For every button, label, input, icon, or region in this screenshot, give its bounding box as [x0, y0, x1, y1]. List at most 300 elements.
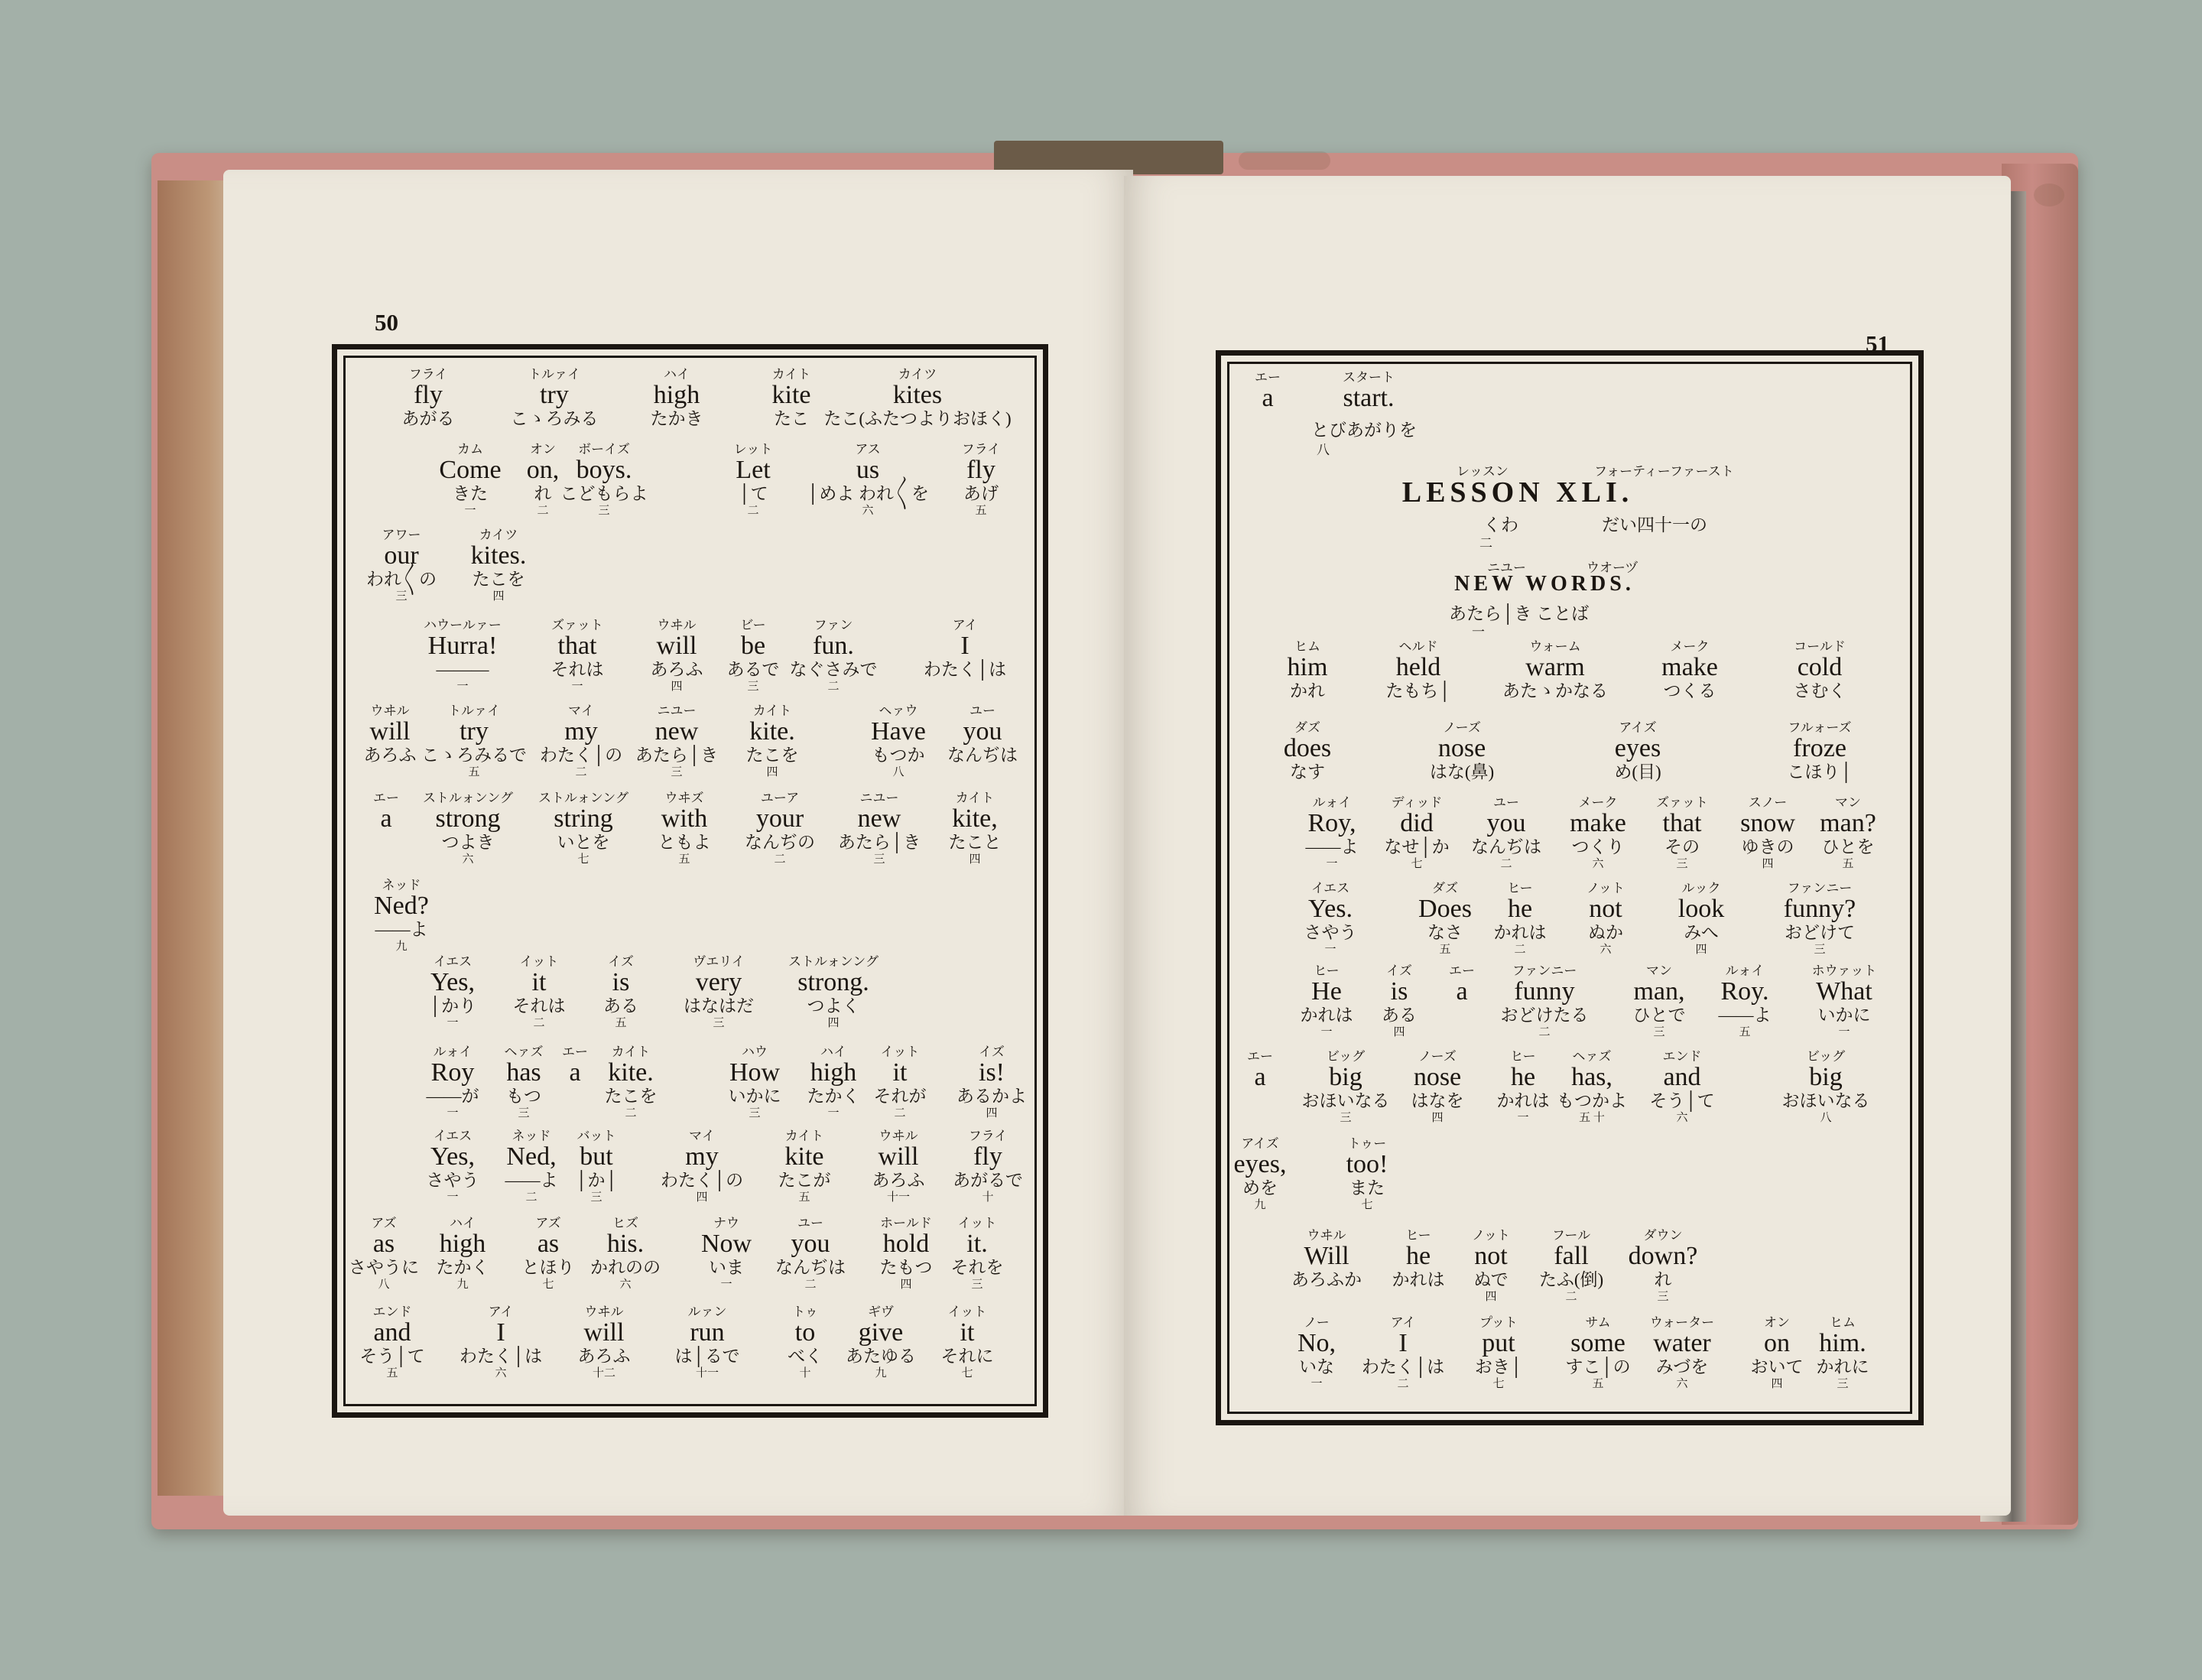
english-word: Roy, [1307, 809, 1356, 837]
english-word: kite [771, 381, 811, 409]
japanese-gloss: それを [950, 1258, 1004, 1277]
word-token [661, 1129, 743, 1204]
japanese-gloss: たこを [604, 1087, 658, 1106]
word-token [1502, 639, 1608, 702]
word-token [651, 367, 703, 430]
word-token [788, 1305, 823, 1379]
order-number: 三 [518, 1107, 530, 1119]
order-number: 三 [749, 1107, 761, 1119]
english-word: your [755, 804, 804, 833]
japanese-gloss: それが [873, 1087, 927, 1106]
japanese-gloss: めを [1242, 1178, 1278, 1197]
order-number: 四 [969, 853, 981, 866]
english-word: is [1390, 977, 1408, 1006]
furigana: ヒム [1830, 1315, 1856, 1330]
furigana: マイ [689, 1129, 715, 1143]
furigana: ユーア [760, 791, 800, 805]
word-token [807, 1045, 860, 1119]
word-token [1288, 639, 1328, 702]
furigana: ルォイ [433, 1045, 473, 1059]
japanese-gloss: おほいなる [1301, 1091, 1390, 1110]
furigana: ヒー [1507, 881, 1533, 895]
english-word: big [1329, 1063, 1362, 1091]
japanese-gloss: また [1349, 1178, 1385, 1197]
lesson-gloss-left: くわ [1483, 515, 1518, 535]
english-word: Now [700, 1230, 752, 1258]
english-word: Let [736, 456, 771, 484]
word-token [956, 1045, 1027, 1119]
word-token [651, 618, 703, 693]
english-word: Roy. [1720, 977, 1769, 1006]
english-word: Yes, [430, 1142, 475, 1171]
english-word: man? [1820, 809, 1876, 837]
furigana: フール [1551, 1228, 1591, 1243]
japanese-gloss: たふ(倒) [1538, 1270, 1604, 1289]
furigana: エー [1449, 963, 1475, 978]
order-number: 一 [1517, 1112, 1529, 1124]
japanese-gloss: れ [534, 484, 552, 503]
japanese-gloss: あがる [401, 409, 455, 428]
word-token [684, 954, 754, 1029]
order-number: 六 [1676, 1112, 1688, 1124]
furigana: イット [880, 1045, 920, 1059]
order-number: 三 [1814, 944, 1826, 956]
japanese-gloss: │めよ われ〳〵を [806, 484, 930, 503]
order-number: 一 [447, 1017, 459, 1029]
order-number: 五 [1439, 944, 1451, 956]
english-word: will [878, 1142, 919, 1171]
japanese-gloss: それに [940, 1347, 994, 1366]
order-number: 一 [1320, 1026, 1333, 1038]
japanese-gloss: あろふ [577, 1347, 631, 1366]
japanese-gloss: それは [550, 660, 604, 679]
word-token [578, 1305, 631, 1379]
word-token [1820, 795, 1876, 870]
order-number: 四 [1485, 1291, 1497, 1303]
japanese-gloss: みづを [1655, 1357, 1709, 1376]
english-word: strong. [797, 968, 869, 996]
order-number: 九 [456, 1279, 469, 1291]
english-word: try [460, 717, 489, 746]
order-number: 八 [892, 766, 905, 778]
word-token [1306, 795, 1359, 870]
japanese-gloss: きた [453, 484, 488, 503]
furigana: メーク [1670, 639, 1710, 654]
furigana: ナウ [713, 1216, 739, 1230]
word-token [1678, 881, 1724, 956]
english-word: a [1254, 1063, 1266, 1091]
furigana: ヒー [1510, 1049, 1536, 1064]
word-token [1539, 1228, 1603, 1303]
word-token [788, 954, 879, 1029]
word-token [949, 791, 1002, 866]
word-token [778, 1129, 831, 1204]
japanese-gloss: たかく [807, 1087, 860, 1106]
order-number: 七 [1411, 858, 1423, 870]
word-token [460, 1305, 542, 1379]
english-word: Hurra! [427, 632, 498, 660]
furigana: ヒー [1314, 963, 1340, 978]
word-token [846, 1305, 916, 1379]
japanese-gloss: あろふ [363, 746, 417, 765]
japanese-gloss: はなを [1411, 1091, 1464, 1110]
japanese-gloss: あがるで [953, 1171, 1023, 1190]
word-token [359, 1305, 424, 1379]
word-token [1740, 795, 1795, 870]
furigana: ルォイ [1312, 795, 1352, 810]
japanese-gloss: ある [603, 996, 638, 1015]
english-word: water [1653, 1329, 1711, 1357]
order-number: 三 [1340, 1112, 1352, 1124]
english-word: does [1283, 734, 1332, 762]
japanese-gloss: さやうに [349, 1258, 419, 1277]
furigana: ハイ [664, 367, 690, 382]
word-token [1570, 795, 1626, 870]
order-number: 八 [1317, 443, 1330, 457]
japanese-gloss: たこを [472, 570, 525, 589]
furigana: フライ [408, 367, 448, 382]
furigana: ノーズ [1418, 1049, 1457, 1064]
japanese-gloss: わたく│は [923, 660, 1007, 679]
furigana: ヒズ [612, 1216, 638, 1230]
word-token [1629, 1228, 1698, 1303]
order-number: 四 [671, 681, 683, 693]
order-number: 九 [875, 1367, 887, 1379]
english-word: you [1486, 809, 1526, 837]
order-number: 八 [1820, 1112, 1832, 1124]
english-word: that [557, 632, 597, 660]
word-token [513, 954, 566, 1029]
japanese-gloss: かれ [1290, 681, 1325, 700]
japanese-gloss: なせ│か [1384, 837, 1450, 856]
word-token [729, 1045, 781, 1119]
order-number: 二 [1397, 1378, 1409, 1390]
english-word: it [531, 968, 547, 996]
furigana: トルァイ [528, 367, 580, 382]
word-token [1418, 881, 1472, 956]
word-token [575, 1129, 618, 1204]
english-word: you [791, 1230, 830, 1258]
english-word: boys. [576, 456, 632, 484]
word-token [522, 1216, 575, 1291]
furigana: ノット [1587, 881, 1625, 895]
furigana: ユー [1493, 795, 1519, 810]
english-word: his. [606, 1230, 645, 1258]
order-number: 五 [386, 1367, 398, 1379]
furigana: ズァット [551, 618, 603, 632]
word-token [527, 442, 560, 517]
furigana: カイト [771, 367, 811, 382]
word-token [1656, 795, 1708, 870]
order-number: 一 [827, 1107, 840, 1119]
furigana: ストルォンング [538, 791, 628, 805]
word-token [1501, 963, 1589, 1038]
english-word: high [653, 381, 700, 409]
order-number: 六 [1676, 1378, 1688, 1390]
japanese-gloss: なぐさみで [789, 660, 878, 679]
furigana: イエス [1310, 881, 1350, 895]
order-number: 三 [873, 853, 885, 866]
english-word: that [1662, 809, 1702, 837]
furigana: エー [562, 1045, 588, 1059]
order-number: 二 [894, 1107, 906, 1119]
japanese-gloss: いな [1299, 1357, 1334, 1376]
english-word: will [656, 632, 697, 660]
furigana: ズァット [1656, 795, 1708, 810]
word-token [1392, 1228, 1445, 1291]
japanese-gloss: はなはだ [684, 996, 754, 1015]
order-number: 四 [1695, 944, 1707, 956]
english-word: run [690, 1318, 725, 1347]
furigana: ノーズ [1443, 720, 1481, 735]
word-token [540, 704, 622, 778]
furigana: プット [1479, 1315, 1518, 1330]
furigana: ヴエリイ [693, 954, 745, 969]
furigana: ダズ [1431, 881, 1458, 895]
furigana: ユー [797, 1216, 823, 1230]
word-token [603, 954, 638, 1029]
furigana: フルォーズ [1788, 720, 1852, 735]
japanese-gloss: なんぢは [947, 746, 1018, 765]
english-word: did [1400, 809, 1434, 837]
furigana: フライ [968, 1129, 1008, 1143]
order-number: 二 [625, 1107, 637, 1119]
word-token [745, 791, 815, 866]
english-word: funny [1514, 977, 1575, 1006]
english-word: high [810, 1058, 857, 1087]
order-number: 五 [1592, 1378, 1604, 1390]
word-token [674, 1305, 739, 1379]
order-number: 三 [971, 1279, 983, 1291]
furigana: ウヰル [879, 1129, 918, 1143]
furigana: マン [1834, 795, 1861, 810]
english-word: very [695, 968, 742, 996]
word-token [658, 791, 711, 866]
japanese-gloss: かれは [1300, 1006, 1353, 1025]
furigana: アイ [488, 1305, 514, 1319]
japanese-gloss: つよく [807, 996, 860, 1015]
order-number: 十 [799, 1367, 811, 1379]
english-word: make [1661, 653, 1718, 681]
word-token [439, 442, 501, 517]
order-number: 一 [571, 681, 583, 693]
word-token [1817, 1315, 1869, 1390]
furigana: ビッグ [1326, 1049, 1366, 1064]
japanese-gloss: もつか [872, 746, 925, 765]
japanese-gloss: われ〳〵の [366, 570, 437, 589]
word-token [402, 367, 455, 430]
english-word: it. [966, 1230, 988, 1258]
furigana: メーク [1578, 795, 1618, 810]
japanese-gloss: かれは [1496, 1091, 1550, 1110]
japanese-gloss: ——よ [1718, 1006, 1772, 1025]
furigana: ストルォンング [788, 954, 879, 969]
english-word: kite. [749, 717, 795, 746]
english-word: put [1482, 1329, 1515, 1357]
japanese-gloss: さむく [1793, 681, 1846, 700]
order-number: 五 [678, 853, 690, 866]
english-word: kites. [470, 541, 527, 570]
order-number: 五 十 [1579, 1112, 1605, 1124]
furigana: カム [457, 442, 483, 457]
english-word: it [892, 1058, 908, 1087]
english-word: will [369, 717, 411, 746]
japanese-gloss: ——よ [375, 920, 428, 939]
order-number: 二 [827, 681, 840, 693]
english-word: high [439, 1230, 486, 1258]
english-word: nose [1413, 1063, 1462, 1091]
english-word: funny? [1783, 895, 1856, 923]
japanese-gloss: おいて [1750, 1357, 1804, 1376]
english-word: make [1570, 809, 1626, 837]
japanese-gloss: たかき [650, 409, 703, 428]
english-word: a [380, 804, 392, 833]
english-word: some [1570, 1329, 1626, 1357]
word-token [872, 1129, 925, 1204]
furigana: アイ [1390, 1315, 1416, 1330]
order-number: 十 [982, 1191, 994, 1204]
furigana: イット [947, 1305, 987, 1319]
english-word: us [856, 456, 880, 484]
japanese-gloss: おほいなる [1781, 1091, 1870, 1110]
japanese-gloss: たこと [948, 833, 1002, 852]
word-token [1297, 1315, 1336, 1390]
page-number-right: 51 [1866, 330, 1889, 357]
order-number: 五 [468, 766, 480, 778]
furigana: アズ [535, 1216, 561, 1230]
order-number: 十一 [695, 1367, 719, 1379]
english-word: has, [1571, 1063, 1613, 1091]
furigana: ダウン [1643, 1228, 1683, 1243]
word-token [437, 1216, 489, 1291]
furigana: マイ [568, 704, 594, 718]
japanese-gloss: とびあがりを [1311, 421, 1417, 440]
word-token [951, 1216, 1004, 1291]
order-number: 一 [447, 1191, 459, 1204]
furigana: バット [576, 1129, 616, 1143]
word-token [423, 791, 513, 866]
japanese-gloss: いかに [1817, 1006, 1871, 1025]
word-token [605, 1045, 658, 1119]
word-token [635, 704, 718, 778]
word-token [427, 1045, 479, 1119]
japanese-gloss: かれのの [590, 1258, 661, 1277]
furigana: ハウールァー [424, 618, 502, 632]
furigana: ウヰル [1307, 1228, 1346, 1243]
japanese-gloss: たこを [745, 746, 799, 765]
japanese-gloss: │かり [428, 996, 477, 1015]
english-word: I [496, 1318, 505, 1347]
english-word: eyes [1614, 734, 1661, 762]
furigana: イット [519, 954, 559, 969]
english-word: give [858, 1318, 904, 1347]
furigana: スノー [1748, 795, 1788, 810]
word-token [790, 618, 878, 693]
word-token [1565, 1315, 1630, 1390]
english-word: eyes, [1233, 1150, 1287, 1178]
order-number: 四 [827, 1017, 840, 1029]
word-token [364, 704, 417, 766]
english-word: fly [414, 381, 443, 409]
english-word: new [857, 804, 901, 833]
english-word: kites [892, 381, 943, 409]
furigana: ビー [740, 618, 766, 632]
word-token [590, 1216, 661, 1291]
english-word: you [963, 717, 1002, 746]
english-word: Yes, [430, 968, 475, 996]
furigana: エンド [1662, 1049, 1702, 1064]
word-token [505, 1045, 544, 1119]
word-token [538, 791, 628, 866]
japanese-gloss: かれは [1392, 1270, 1445, 1289]
english-word: him. [1819, 1329, 1866, 1357]
word-token [1633, 963, 1686, 1038]
furigana: ファンニー [1512, 963, 1577, 978]
word-token [429, 954, 476, 1029]
word-token [349, 1216, 419, 1291]
japanese-gloss: ある [1382, 1006, 1417, 1025]
order-number: 十一 [886, 1191, 910, 1204]
word-token [421, 704, 527, 778]
english-word: has [506, 1058, 541, 1087]
japanese-gloss: あろふか [1291, 1270, 1362, 1289]
japanese-gloss: こほり│ [1787, 762, 1853, 782]
japanese-gloss: おき│ [1474, 1357, 1523, 1376]
furigana: オン [1764, 1315, 1790, 1330]
furigana: エンド [372, 1305, 412, 1319]
order-number: 一 [447, 1107, 459, 1119]
japanese-gloss: こどもらよ [560, 484, 648, 503]
lesson-furigana-right: フォーティーファースト [1594, 464, 1734, 479]
japanese-gloss: たこが [778, 1171, 831, 1190]
order-number: 三 [1837, 1378, 1849, 1390]
furigana: アス [855, 442, 881, 457]
english-word: big [1809, 1063, 1843, 1091]
order-number: 四 [1393, 1026, 1405, 1038]
word-token [1787, 720, 1852, 783]
furigana: ユー [969, 704, 995, 718]
order-number: 二 [1565, 1291, 1577, 1303]
furigana: ダズ [1294, 720, 1320, 735]
english-word: down? [1628, 1242, 1698, 1270]
word-token [1557, 1049, 1627, 1124]
furigana: カイツ [898, 367, 937, 382]
english-word: he [1405, 1242, 1431, 1270]
english-word: kite [784, 1142, 824, 1171]
word-token [1661, 639, 1718, 702]
word-token [374, 878, 429, 953]
word-token [1784, 881, 1856, 956]
word-token [1449, 963, 1475, 1005]
word-token [1812, 963, 1877, 1038]
furigana: ホウァット [1811, 963, 1877, 978]
order-number: 一 [464, 505, 476, 517]
word-token [1411, 1049, 1464, 1124]
word-token [1385, 639, 1450, 702]
japanese-gloss: いかに [728, 1087, 781, 1106]
furigana: ノー [1304, 1315, 1330, 1330]
furigana: カイト [752, 704, 792, 718]
english-word: Ned? [374, 892, 429, 920]
furigana: ファンニー [1787, 881, 1853, 895]
furigana: トゥー [1347, 1136, 1387, 1151]
word-token [871, 704, 926, 778]
english-word: try [540, 381, 569, 409]
japanese-gloss: ともよ [658, 833, 711, 852]
order-number: 一 [456, 681, 469, 693]
japanese-gloss: わたく│の [660, 1171, 744, 1190]
japanese-gloss: あるで [726, 660, 780, 679]
